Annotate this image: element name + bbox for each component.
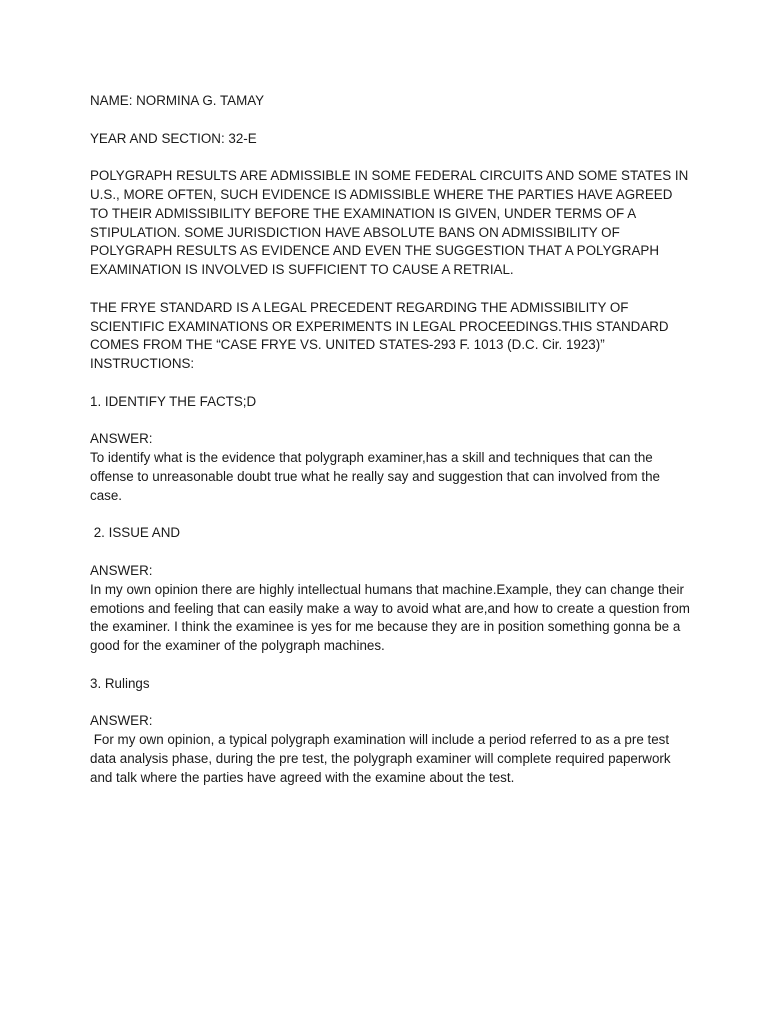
item-2-answer-text: In my own opinion there are highly intellectual humans that machine.Example, they can change their emotions and feeling that can easily make a way to avoid what are,and how to create a question from the examiner. I think the examinee is yes for me because they are in position something gonna be a good for the examiner of the polygraph machines.	[90, 581, 694, 654]
item-1-answer-text: To identify what is the evidence that polygraph examiner,has a skill and techniques that can the offense to unreasonable doubt true what he really say and suggestion that can involved from the case.	[90, 450, 664, 503]
intro-paragraph: POLYGRAPH RESULTS ARE ADMISSIBLE IN SOME FEDERAL CIRCUITS AND SOME STATES IN U.S., MORE OFTEN, SUCH EVIDENCE IS ADMISSIBLE WHERE THE PARTIES HAVE AGREED TO THEIR ADMISSIBILITY BEFORE THE EXAMINATION IS GIVEN, UNDER TERMS OF A STIPULATION. SOME JURISDICTION HAVE ABSOLUTE BANS ON ADMISSIBILITY OF POLYGRAPH RESULTS AS EVIDENCE AND EVEN THE SUGGESTION THAT A POLYGRAPH EXAMINATION IS INVOLVED IS SUFFICIENT TO CAUSE A RETRIAL.	[90, 168, 692, 278]
item-3-heading: 3. Rulings	[90, 675, 150, 691]
document-body	[90, 92, 694, 806]
frye-paragraph: THE FRYE STANDARD IS A LEGAL PRECEDENT REGARDING THE ADMISSIBILITY OF SCIENTIFIC EXAMINATIONS OR EXPERIMENTS IN LEGAL PROCEEDINGS.THIS STANDARD COMES FROM THE “CASE FRYE VS. UNITED STATES-293 F. 1013 (D.C. Cir. 1923)”	[90, 299, 673, 353]
year-section: YEAR AND SECTION: 32-E	[90, 130, 257, 146]
instructions-label: INSTRUCTIONS:	[90, 356, 195, 372]
item-3-answer-text: For my own opinion, a typical polygraph examination will include a period referred to as a pre test data analysis phase, during the pre test, the polygraph examiner will complete required paperwork and talk where the parties have agreed with the examine about the test.	[90, 732, 675, 785]
item-1-heading: 1. IDENTIFY THE FACTS;D	[90, 393, 257, 409]
item-1-answer-label: ANSWER:	[90, 431, 153, 447]
item-2-answer-label: ANSWER:	[90, 562, 153, 578]
item-2-heading: 2. ISSUE AND	[90, 525, 181, 541]
item-3-answer-label: ANSWER:	[90, 713, 153, 729]
student-name: NAME: NORMINA G. TAMAY	[90, 93, 265, 108]
